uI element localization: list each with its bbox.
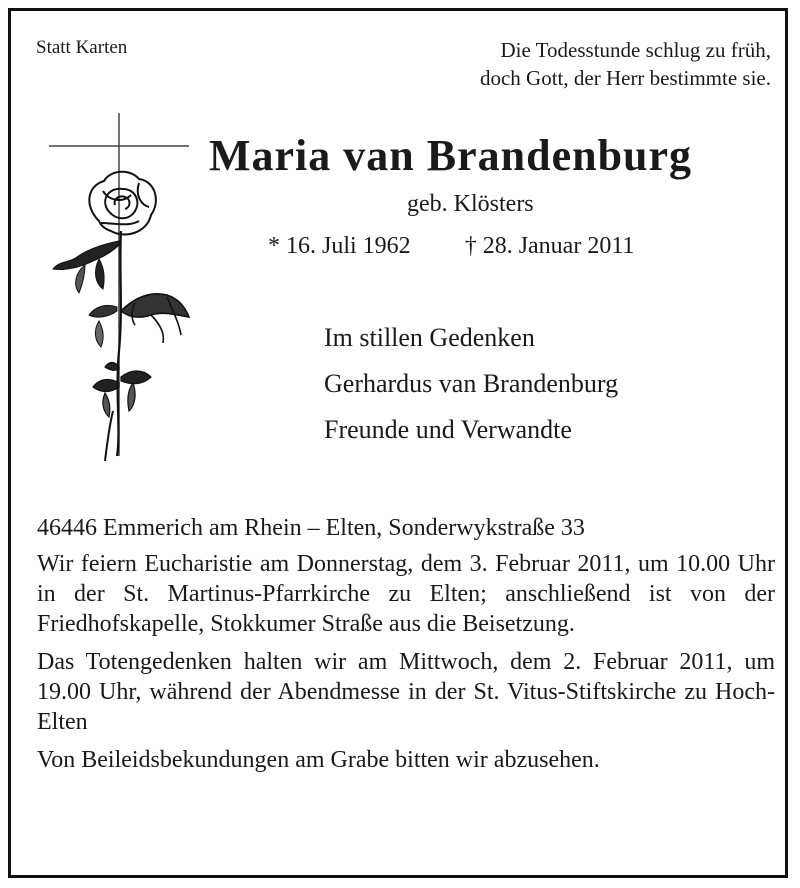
address-line: 46446 Emmerich am Rhein – Elten, Sonderwykstraße 33 (37, 515, 585, 541)
notice-body (37, 513, 775, 783)
quote-line-1: Die Todesstunde schlug zu früh, (500, 38, 771, 62)
birth-date: * 16. Juli 1962 (268, 233, 411, 259)
life-dates (268, 233, 634, 260)
obituary-notice (8, 8, 788, 878)
mourners-line-2: Gerhardus van Brandenburg (324, 369, 619, 398)
quote-line-2: doch Gott, der Herr bestimmte sie. (479, 66, 771, 90)
cross-rose-icon (39, 111, 199, 471)
mourners-line-3: Freunde und Verwandte (324, 415, 572, 444)
header-statt-karten: Statt Karten (36, 37, 128, 58)
birth-name: geb. Klösters (407, 191, 534, 217)
eucharist-paragraph: Wir feiern Eucharistie am Donnerstag, dem 3. Februar 2011, um 10.00 Uhr in der St. Martinus-Pfarrkirche zu Elten; anschließend ist von der Friedhofskapelle, Stokkumer Straße aus die Beisetzung. (37, 551, 775, 637)
mourners-line-1: Im stillen Gedenken (324, 323, 535, 352)
memorial-quote (480, 36, 771, 92)
deceased-name: Maria van Brandenburg (209, 131, 693, 180)
death-date: † 28. Januar 2011 (464, 233, 635, 259)
mourners-block (324, 315, 618, 453)
memorial-mass-paragraph: Das Totengedenken halten wir am Mittwoch, dem 2. Februar 2011, um 19.00 Uhr, während der Abendmesse in der St. Vitus-Stiftskirche zu Hoch-Elten (37, 649, 775, 735)
condolence-paragraph: Von Beileidsbekundungen am Grabe bitten wir abzusehen. (37, 747, 600, 773)
